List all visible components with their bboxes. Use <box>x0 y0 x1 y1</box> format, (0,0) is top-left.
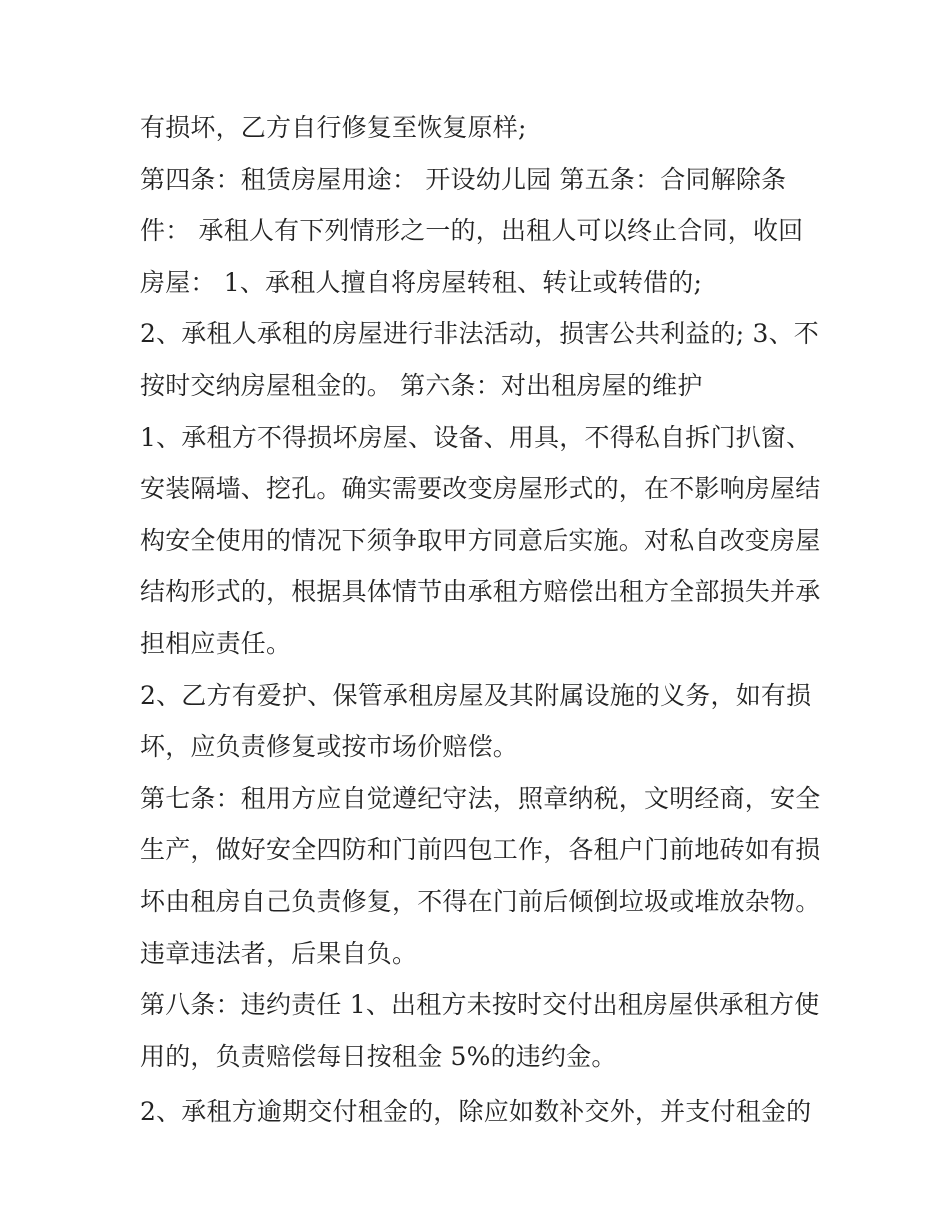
text-line: 第八条：违约责任 1、出租方未按时交付出租房屋供承租方使 <box>140 990 820 1020</box>
text-line: 生产，做好安全四防和门前四包工作，各租户门前地砖如有损 <box>140 835 821 865</box>
text-line: 2、乙方有爱护、保管承租房屋及其附属设施的义务，如有损 <box>140 680 812 710</box>
text-line: 违章违法者，后果自负。 <box>140 938 418 968</box>
text-line: 坏，应负责修复或按市场价赔偿。 <box>140 732 519 762</box>
text-line: 有损坏，乙方自行修复至恢复原样; <box>140 113 527 142</box>
text-line: 第四条：租赁房屋用途： 开设幼儿园 第五条：合同解除条 <box>140 164 787 194</box>
text-line: 2、承租人承租的房屋进行非法活动，损害公共利益的; 3、不 <box>140 319 819 349</box>
text-line: 担相应责任。 <box>140 628 292 658</box>
text-line: 按时交纳房屋租金的。 第六条：对出租房屋的维护 <box>140 370 703 400</box>
contract-text <box>140 108 830 1144</box>
text-line: 房屋： 1、承租人擅自将房屋转租、转让或转借的; <box>140 267 703 297</box>
text-line: 2、承租方逾期交付租金的，除应如数补交外，并支付租金的 <box>140 1097 812 1127</box>
text-line: 第七条：租用方应自觉遵纪守法，照章纳税，文明经商，安全 <box>140 783 821 813</box>
text-line: 用的，负责赔偿每日按租金 5%的违约金。 <box>140 1041 617 1071</box>
text-line: 构安全使用的情况下须争取甲方同意后实施。对私自改变房屋 <box>140 525 821 555</box>
text-line: 结构形式的，根据具体情节由承租方赔偿出租方全部损失并承 <box>140 577 821 607</box>
text-line: 安装隔墙、挖孔。确实需要改变房屋形式的，在不影响房屋结 <box>140 474 821 504</box>
text-line: 坏由租房自己负责修复，不得在门前后倾倒垃圾或堆放杂物。 <box>140 886 821 916</box>
text-line: 1、承租方不得损坏房屋、设备、用具，不得私自拆门扒窗、 <box>140 422 812 452</box>
text-line: 件： 承租人有下列情形之一的，出租人可以终止合同，收回 <box>140 216 804 246</box>
